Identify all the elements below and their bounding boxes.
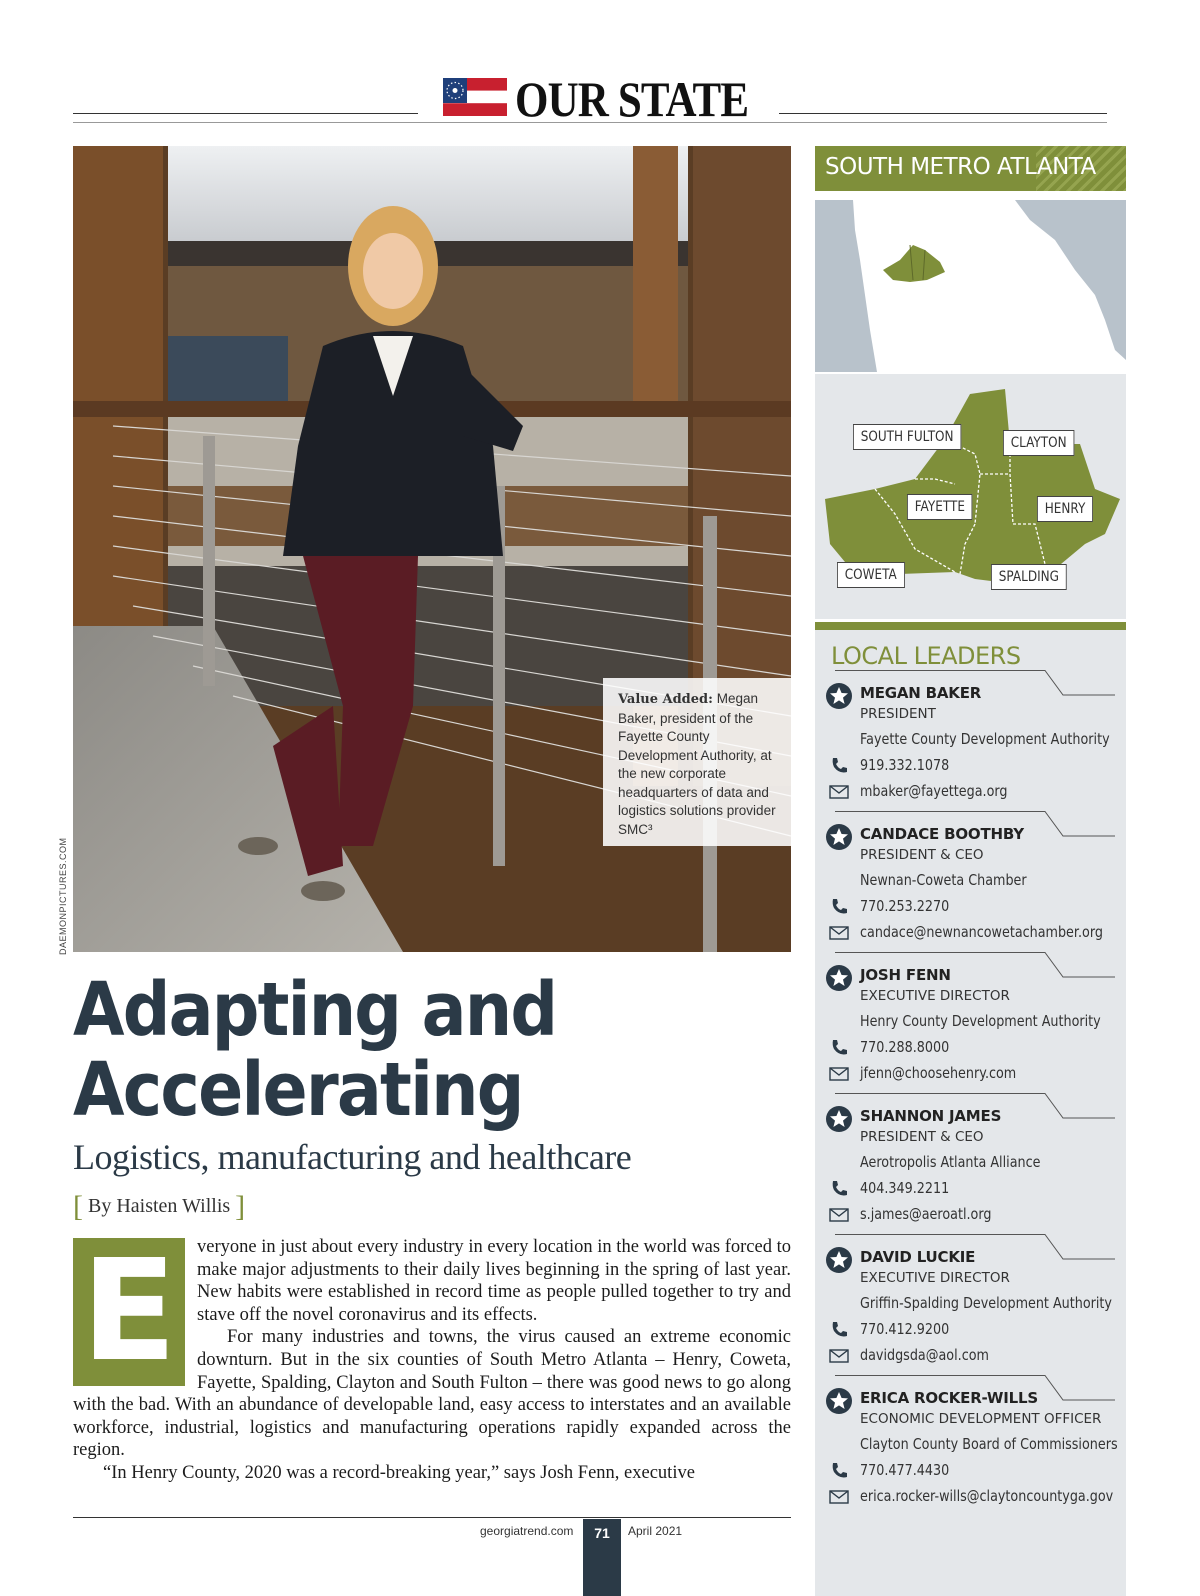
star-icon	[825, 964, 853, 992]
leader-name: DAVID LUCKIE	[860, 1248, 976, 1266]
leader-phone: 770.253.2270	[860, 897, 950, 915]
leader-name: MEGAN BAKER	[860, 684, 982, 702]
local-leaders-panel	[815, 622, 1126, 1596]
star-icon	[825, 1105, 853, 1133]
mail-icon	[829, 1067, 849, 1081]
byline	[73, 1190, 245, 1224]
drop-cap: E	[73, 1238, 185, 1386]
mail-icon	[829, 785, 849, 799]
leader-organization: Aerotropolis Atlanta Alliance	[860, 1153, 1041, 1171]
leader-phone: 770.477.4430	[860, 1461, 950, 1479]
leader-role: EXECUTIVE DIRECTOR	[860, 988, 1010, 1004]
leader-entry	[815, 811, 1126, 951]
section-header	[73, 70, 1107, 126]
header-rule-left	[73, 113, 418, 114]
leader-organization: Henry County Development Authority	[860, 1012, 1101, 1030]
paragraph-3: “In Henry County, 2020 was a record-breaking year,” says Josh Fenn, executive	[103, 1462, 695, 1483]
leader-email[interactable]: s.james@aeroatl.org	[860, 1205, 992, 1223]
leader-email[interactable]: mbaker@fayettega.org	[860, 782, 1008, 800]
photo-credit: DAEMONPICTURES.COM	[58, 837, 68, 955]
footer-url: georgiatrend.com	[480, 1524, 574, 1538]
byline-bracket-left: [	[73, 1190, 83, 1223]
headline-line-2: Accelerating	[73, 1047, 523, 1133]
leader-entry	[815, 952, 1126, 1092]
leader-phone: 770.412.9200	[860, 1320, 950, 1338]
leader-organization: Griffin-Spalding Development Authority	[860, 1294, 1112, 1312]
leader-role: ECONOMIC DEVELOPMENT OFFICER	[860, 1411, 1102, 1427]
article-body	[73, 1236, 791, 1485]
section-title: OUR STATE	[515, 71, 749, 127]
georgia-flag-icon	[443, 78, 507, 116]
phone-icon	[829, 897, 849, 917]
county-label-coweta: COWETA	[837, 562, 905, 588]
leader-organization: Fayette County Development Authority	[860, 730, 1110, 748]
header-rule-right	[779, 113, 1107, 114]
star-icon	[825, 682, 853, 710]
leader-role: PRESIDENT & CEO	[860, 847, 984, 863]
georgia-locator-map	[815, 200, 1126, 372]
leader-entry	[815, 1234, 1126, 1374]
mail-icon	[829, 926, 849, 940]
leader-role: PRESIDENT & CEO	[860, 1129, 984, 1145]
paragraph-1: veryone in just about every industry in every location in the world was forced to make major adjustments to their daily lives beginning in the spring of last year. New habits were established in record time as people pulled together to try and stave off the novel coronavirus and its effects.	[197, 1237, 791, 1325]
byline-text: By Haisten Willis	[88, 1195, 231, 1217]
phone-icon	[829, 1038, 849, 1058]
leaders-title: LOCAL LEADERS	[831, 642, 1021, 670]
leader-name: JOSH FENN	[860, 966, 951, 984]
phone-icon	[829, 1320, 849, 1340]
headline-line-1: Adapting and	[73, 967, 557, 1053]
leader-phone: 404.349.2211	[860, 1179, 950, 1197]
leader-phone: 919.332.1078	[860, 756, 950, 774]
leader-role: PRESIDENT	[860, 706, 936, 722]
phone-icon	[829, 1179, 849, 1199]
leader-entry	[815, 670, 1126, 810]
page-number: 71	[583, 1519, 621, 1596]
article-headline	[73, 967, 703, 1133]
paragraph-2: For many industries and towns, the virus caused an extreme economic downturn. But in the six counties of South Metro Atlanta – Henry, Coweta, Fayette, Spalding, Clayton and South Fulton – there was good news to go along with the bad. With an abundance of developable land, easy access to interstates and an available workforce, industrial, logistics and manufacturing operations rapidly expanded across the region.	[73, 1327, 791, 1461]
county-label-fayette: FAYETTE	[907, 494, 973, 520]
county-label-spalding: SPALDING	[991, 564, 1067, 590]
byline-bracket-right: ]	[235, 1190, 246, 1223]
leader-name: ERICA ROCKER-WILLS	[860, 1389, 1038, 1407]
mail-icon	[829, 1349, 849, 1363]
leader-email[interactable]: erica.rocker-wills@claytoncountyga.gov	[860, 1487, 1114, 1505]
leader-email[interactable]: davidgsda@aol.com	[860, 1346, 989, 1364]
phone-icon	[829, 1461, 849, 1481]
county-label-henry: HENRY	[1037, 496, 1093, 522]
sidebar-title: SOUTH METRO ATLANTA	[825, 154, 1096, 180]
footer-date: April 2021	[628, 1524, 683, 1538]
leader-email[interactable]: jfenn@choosehenry.com	[860, 1064, 1017, 1082]
caption-text: Megan Baker, president of the Fayette County Development Authority, at the new corporate headquarters of data and logistics solutions provider SMC³	[618, 691, 776, 837]
footer-rule	[73, 1517, 791, 1518]
leader-entry	[815, 1375, 1126, 1515]
sidebar-header	[815, 146, 1126, 191]
county-map	[815, 374, 1126, 619]
county-label-clayton: CLAYTON	[1003, 430, 1074, 456]
phone-icon	[829, 756, 849, 776]
photo-caption	[603, 678, 791, 846]
article-subhead: Logistics, manufacturing and healthcare	[73, 1137, 632, 1177]
caption-lead: Value Added:	[618, 692, 713, 707]
star-icon	[825, 823, 853, 851]
county-label-south-fulton: SOUTH FULTON	[853, 424, 961, 450]
leader-name: SHANNON JAMES	[860, 1107, 1002, 1125]
leader-phone: 770.288.8000	[860, 1038, 950, 1056]
star-icon	[825, 1387, 853, 1415]
leader-name: CANDACE BOOTHBY	[860, 825, 1024, 843]
mail-icon	[829, 1490, 849, 1504]
mail-icon	[829, 1208, 849, 1222]
leader-organization: Clayton County Board of Commissioners	[860, 1435, 1118, 1453]
leader-role: EXECUTIVE DIRECTOR	[860, 1270, 1010, 1286]
leader-entry	[815, 1093, 1126, 1233]
leader-organization: Newnan-Coweta Chamber	[860, 871, 1027, 889]
star-icon	[825, 1246, 853, 1274]
leader-email[interactable]: candace@newnancowetachamber.org	[860, 923, 1103, 941]
